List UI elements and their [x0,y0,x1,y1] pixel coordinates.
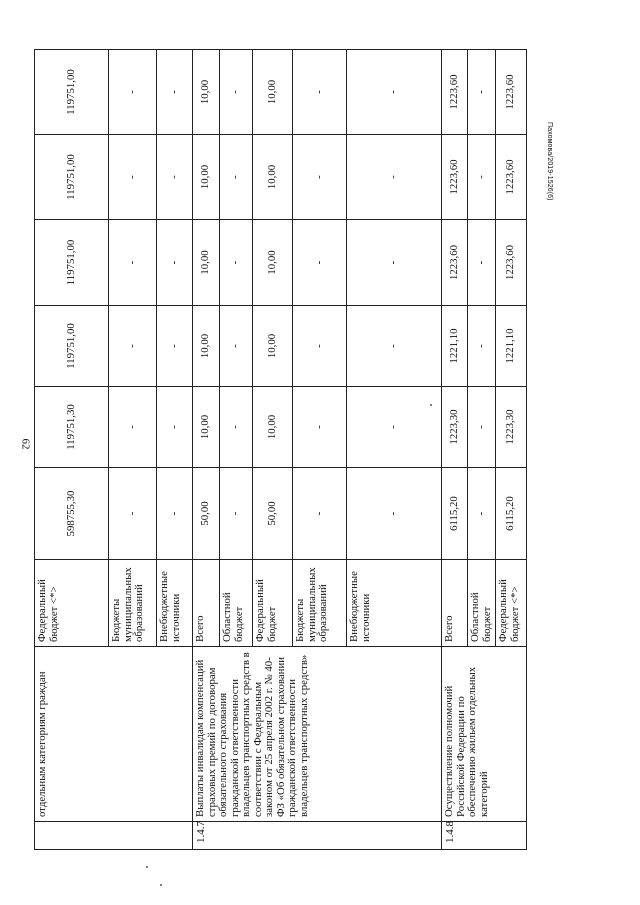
table-row [35,50,109,850]
value-cell: 50,00 [193,468,220,560]
funding-source: Внебюджетные источники [157,560,193,647]
value-cell: - [293,306,347,387]
value-cell: 10,00 [253,306,293,387]
value-cell: - [109,306,157,387]
value-cell: - [347,387,442,468]
value-cell: - [468,220,496,306]
measure-name: Осуществление полномочий Российской Федерации по обеспечению жильем отдельных категорий [442,647,527,822]
value-cell: - [109,220,157,306]
measure-name: отдельным категориям граждан [35,647,193,822]
value-cell: 10,00 [193,387,220,468]
value-cell: - [293,220,347,306]
funding-source: Внебюджетные источники [347,560,442,647]
value-cell: 1223,60 [496,135,527,220]
value-cell: 10,00 [193,135,220,220]
value-cell: - [468,387,496,468]
value-cell: - [157,135,193,220]
value-cell: - [347,468,442,560]
value-cell: 1223,60 [442,50,468,135]
value-cell: - [109,135,157,220]
value-cell: 10,00 [253,387,293,468]
budget-table [34,49,527,850]
table-row [193,50,220,850]
value-cell: 6115,20 [496,468,527,560]
document-stamp: Пахомова/2019-1526(6) [546,122,553,201]
value-cell: - [293,468,347,560]
value-cell: - [468,135,496,220]
value-cell: 119751,00 [35,135,109,220]
value-cell: - [293,387,347,468]
value-cell: - [468,306,496,387]
value-cell: - [347,220,442,306]
value-cell: 1221,10 [442,306,468,387]
value-cell: 10,00 [193,220,220,306]
rotated-table-container [34,50,524,850]
value-cell: - [109,468,157,560]
value-cell: - [220,135,253,220]
value-cell: 119751,30 [35,387,109,468]
value-cell: - [347,135,442,220]
value-cell: - [468,50,496,135]
page-number: 62 [19,438,32,450]
value-cell: - [220,306,253,387]
funding-source: Бюджеты муниципальных образований [109,560,157,647]
scan-dot [160,884,162,886]
funding-source: Федеральный бюджет <*> [35,560,109,647]
value-cell: 10,00 [193,50,220,135]
value-cell: - [157,220,193,306]
funding-source: Всего [442,560,468,647]
value-cell: 598755,30 [35,468,109,560]
value-cell: - [293,135,347,220]
value-cell: - [157,468,193,560]
row-number [35,822,193,850]
value-cell: 50,00 [253,468,293,560]
funding-source: Федеральный бюджет <*> [496,560,527,647]
funding-source: Всего [193,560,220,647]
value-cell: - [109,50,157,135]
value-cell: 10,00 [253,50,293,135]
value-cell: - [468,468,496,560]
value-cell: 1223,60 [442,220,468,306]
funding-source: Федеральный бюджет [253,560,293,647]
value-cell: - [347,306,442,387]
value-cell: 1223,60 [496,50,527,135]
value-cell: - [220,468,253,560]
value-cell: 1223,30 [442,387,468,468]
row-number: 1.4.8 [442,822,527,850]
value-cell: - [220,50,253,135]
value-cell: 1223,60 [442,135,468,220]
value-cell: 119751,00 [35,306,109,387]
funding-source: Областной бюджет [468,560,496,647]
scan-dot [146,866,148,868]
value-cell: - [157,50,193,135]
value-cell: 1223,30 [496,387,527,468]
value-cell: 119751,00 [35,50,109,135]
table-row [442,50,468,850]
value-cell: - [220,387,253,468]
value-cell: 119751,00 [35,220,109,306]
value-cell: 1221,10 [496,306,527,387]
value-cell: 1223,60 [496,220,527,306]
row-number: 1.4.7 [193,822,442,850]
value-cell: 10,00 [253,135,293,220]
value-cell: 6115,20 [442,468,468,560]
value-cell: - [109,387,157,468]
value-cell: - [220,220,253,306]
value-cell: 10,00 [193,306,220,387]
value-cell: 10,00 [253,220,293,306]
funding-source: Бюджеты муниципальных образований [293,560,347,647]
value-cell: - [157,306,193,387]
funding-source: Областной бюджет [220,560,253,647]
value-cell: - [347,50,442,135]
value-cell: - [157,387,193,468]
value-cell: - [293,50,347,135]
measure-name: Выплаты инвалидам компенсаций страховых премий по договорам обязательного страхования гражданской ответственности владельцев транспортных средств в соответствии с Федеральным законом от 25 апреля 2002 г. № 40-ФЗ «Об обязательном страховании гражданской ответственности владельцев транспортных средств» [193,647,442,822]
